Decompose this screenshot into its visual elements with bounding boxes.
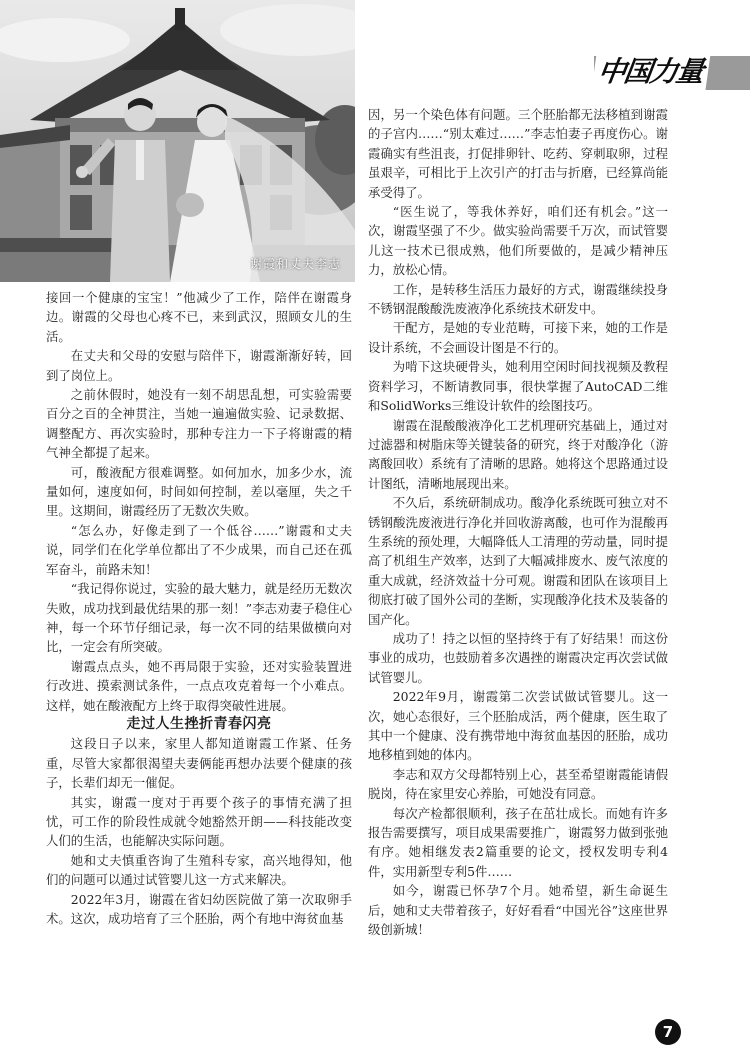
magazine-logo: 中国力量 (591, 52, 711, 92)
paragraph: 她和丈夫慎重咨询了生殖科专家，高兴地得知，他们的问题可以通过试管婴儿这一方式来解决。 (46, 852, 352, 888)
paragraph: 工作，是转移生活压力最好的方式，谢霞继续投身不锈钢混酸酸洗废液净化系统技术研发中。 (368, 281, 668, 317)
paragraph: 谢霞在混酸酸液净化工艺机理研究基础上，通过对过滤器和树脂床等关键装备的研究，终于对酸净化（游离酸回收）系统有了清晰的思路。她将这个思路通过设计图纸，清晰地展现出来。 (368, 417, 668, 491)
paragraph: 成功了！持之以恒的坚持终于有了好结果！而这份事业的成功，也鼓励着多次遇挫的谢霞决定再次尝试做试管婴儿。 (368, 630, 668, 685)
paragraph: “我记得你说过，实验的最大魅力，就是经历无数次失败，成功找到最优结果的那一刻！”李志劝妻子稳住心神，每一个环节仔细记录，每一次不同的结果做横向对比，一定会有所突破。 (46, 581, 352, 655)
right-column (368, 105, 668, 939)
paragraph: 如今，谢霞已怀孕7个月。她希望，新生命诞生后，她和丈夫带着孩子，好好看看“中国光谷”这座世界级创新城！ (368, 883, 668, 938)
paragraph: “医生说了，等我休养好，咱们还有机会。”这一次，谢霞坚强了不少。做实验尚需要千万次，而试管婴儿这一技术已很成熟，他们所要做的，是减少精神压力，放松心情。 (368, 204, 668, 278)
paragraph: 在丈夫和父母的安慰与陪伴下，谢霞渐渐好转，回到了岗位上。 (46, 348, 352, 383)
paragraph: 2022年3月，谢霞在省妇幼医院做了第一次取卵手术。这次，成功培育了三个胚胎，两个有地中海贫血基 (46, 891, 352, 926)
paragraph: 可，酸液配方很难调整。如何加水，加多少水，流量如何，速度如何，时间如何控制，差以毫厘，失之千里。这期间，谢霞经历了无数次失败。 (46, 464, 352, 519)
paragraph: 不久后，系统研制成功。酸净化系统既可独立对不锈钢酸洗废液进行净化并回收游离酸，也可作为混酸再生系统的预处理，大幅降低人工清理的劳动量，同时提高了机组生产效率，达到了大幅减排废水、废气浓度的重大成就，经济效益十分可观。谢霞和团队在该项目上彻底打破了国外公司的垄断，实现酸净化技术及装备的国产化。 (368, 495, 668, 627)
couple-wedding-photo (0, 0, 355, 282)
photo-illustration (0, 0, 355, 282)
paragraph: 每次产检都很顺利，孩子在茁壮成长。而她有许多报告需要撰写，项目成果需要推广，谢霞努力做到张弛有序。她相继发表2篇重要的论文，授权发明专利4件，实用新型专利5件…… (368, 805, 668, 879)
paragraph: 其实，谢霞一度对于再要个孩子的事情充满了担忧，可工作的阶段性成就令她豁然开朗——科技能改变人们的生活，也能解决实际问题。 (46, 794, 352, 849)
paragraph: 接回一个健康的宝宝！”他减少了工作，陪伴在谢霞身边。谢霞的父母也心疼不已，来到武汉，照顾女儿的生活。 (46, 290, 352, 344)
left-column (46, 288, 352, 928)
page-number: 7 (655, 1019, 681, 1045)
paragraph: 这段日子以来，家里人都知道谢霞工作紧、任务重，尽管大家都很渴望夫妻俩能再想办法要个健康的孩子，长辈们却无一催促。 (46, 736, 352, 791)
paragraph: 干配方，是她的专业范畴，可接下来，她的工作是设计系统，不会画设计图是不行的。 (368, 320, 668, 355)
paragraph: 之前休假时，她没有一刻不胡思乱想，可实验需要百分之百的全神贯注，当她一遍遍做实验、记录数据、调整配方、再次实验时，那种专注力一下子将谢霞的精气神全都提了起来。 (46, 387, 352, 461)
paragraph: 因，另一个染色体有问题。三个胚胎都无法移植到谢霞的子宫内……“别太难过……”李志怕妻子再度伤心。谢霞确实有些沮丧，打促排卵针、吃药、穿刺取卵，过程虽艰辛，可相比于上次引产的打击与折磨，已经算尚能承受得了。 (368, 107, 668, 200)
section-heading: 走过人生挫折青春闪亮 (126, 715, 272, 732)
paragraph: 谢霞点点头，她不再局限于实验，还对实验装置进行改进、摸索测试条件，一点点攻克着每一个小难点。这样，她在酸液配方上终于取得突破性进展。 (46, 658, 352, 713)
paragraph: 李志和双方父母都特别上心，甚至希望谢霞能请假脱岗，待在家里安心养胎，可她没有同意。 (368, 766, 668, 802)
photo-caption: 谢霞和丈夫李志 (249, 257, 341, 271)
paragraph: 为啃下这块硬骨头，她利用空闲时间找视频及教程资料学习，不断请教同事，很快掌握了AutoCAD二维和SolidWorks三维设计软件的绘图技巧。 (368, 359, 668, 414)
paragraph: “怎么办，好像走到了一个低谷……”谢霞和丈夫说，同学们在化学单位都出了不少成果，而自己还在孤军奋斗，前路未知！ (46, 522, 352, 577)
paragraph: 2022年9月，谢霞第二次尝试做试管婴儿。这一次，她心态很好，三个胚胎成活，两个健康，医生取了其中一个健康、没有携带地中海贫血基因的胚胎，成功地移植到她的体内。 (368, 689, 668, 763)
